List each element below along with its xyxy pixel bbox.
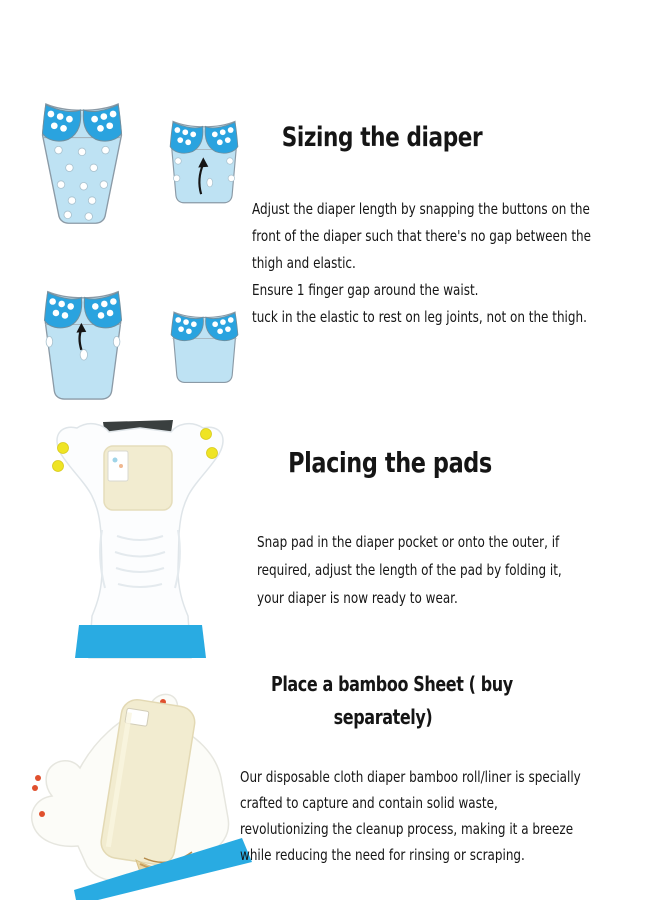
sizing-heading: Sizing the diaper [281, 122, 483, 153]
bamboo-heading-line-1: Place a bamboo Sheet ( buy [271, 672, 513, 696]
placing-heading: Placing the pads [288, 446, 492, 479]
diaper-illustration-short-with-arrow [168, 106, 240, 216]
placing-instruction-line: your diaper is now ready to wear. [257, 589, 458, 607]
bamboo-heading-line-2: separately) [333, 705, 433, 729]
diaper-illustration-medium-with-arrow [42, 282, 124, 403]
sizing-instruction-line: tuck in the elastic to rest on leg joints, not on the thigh. [252, 308, 587, 326]
bamboo-description [240, 764, 581, 868]
bamboo-description-line: Our disposable cloth diaper bamboo roll/liner is specially [240, 768, 581, 786]
sizing-instruction-line: front of the diaper such that there's no gap between the [252, 227, 592, 245]
bamboo-description-line: revolutionizing the cleanup process, making it a breeze [240, 820, 574, 838]
sizing-instruction-line: thigh and elastic. [252, 254, 356, 272]
sizing-instructions [252, 196, 591, 331]
placing-instruction-line: Snap pad in the diaper pocket or onto the outer, if [257, 533, 560, 551]
diaper-illustration-longest [40, 96, 124, 227]
placing-instruction-line: required, adjust the length of the pad by folding it, [257, 561, 562, 579]
diaper-pad-photo [45, 418, 235, 660]
diaper-illustration-smallest [169, 296, 240, 395]
bamboo-sheet-photo [18, 692, 262, 900]
bamboo-description-line: crafted to capture and contain solid waste, [240, 794, 498, 812]
sizing-instruction-line: Ensure 1 finger gap around the waist. [252, 281, 479, 299]
placing-instructions [257, 528, 562, 612]
pad-label-tag [108, 451, 128, 481]
sizing-instruction-line: Adjust the diaper length by snapping the buttons on the [252, 200, 590, 218]
bamboo-heading [271, 668, 513, 734]
bamboo-description-line: while reducing the need for rinsing or scraping. [240, 846, 525, 864]
blue-waist-band [75, 625, 206, 658]
